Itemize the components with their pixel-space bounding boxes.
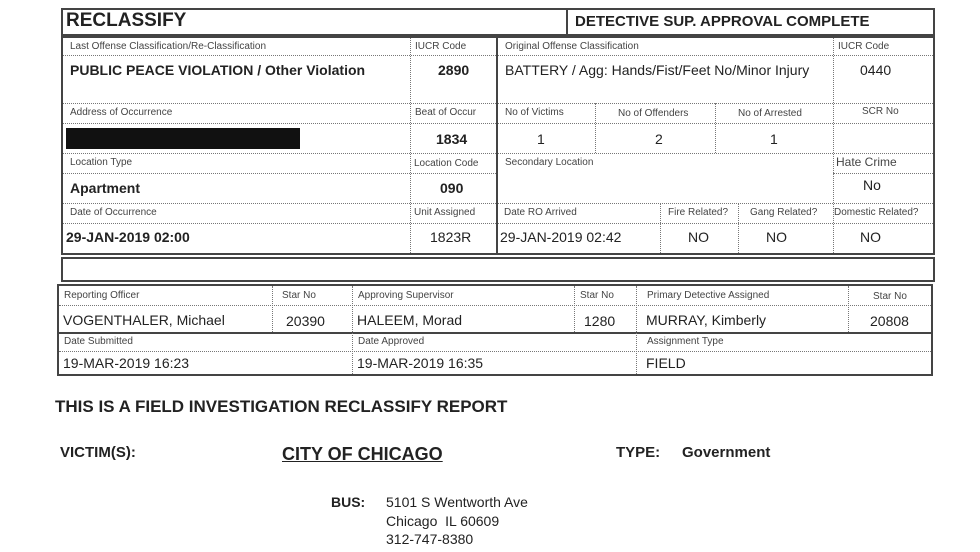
- beat-label: Beat of Occur: [415, 107, 477, 118]
- offenders-count-value: 2: [655, 131, 663, 147]
- redacted-address: [66, 128, 300, 149]
- orig-class-value: BATTERY / Agg: Hands/Fist/Feet No/Minor Injury: [505, 62, 810, 78]
- grid-line: [715, 103, 716, 153]
- hate-crime-label: Hate Crime: [836, 155, 897, 169]
- blank-row: [61, 257, 935, 282]
- occurrence-date-value: 29-JAN-2019 02:00: [66, 229, 190, 245]
- victim-name: CITY OF CHICAGO: [282, 444, 443, 464]
- victim-type-value: Government: [682, 444, 771, 461]
- location-code-label: Location Code: [414, 158, 479, 169]
- grid-line: [63, 173, 496, 174]
- grid-line: [59, 351, 931, 352]
- star1-value: 20390: [286, 313, 325, 329]
- scr-label: SCR No: [862, 106, 899, 117]
- star3-value: 20808: [870, 313, 909, 329]
- grid-line: [63, 203, 496, 204]
- grid-line: [848, 286, 849, 332]
- approving-supervisor-value: HALEEM, Morad: [357, 312, 463, 328]
- unit-assigned-value: 1823R: [430, 229, 472, 245]
- grid-line: [63, 55, 496, 56]
- address-label: Address of Occurrence: [70, 107, 173, 118]
- grid-line: [352, 286, 353, 374]
- offenders-count-label: No of Offenders: [618, 108, 689, 119]
- beat-value: 1834: [436, 131, 468, 147]
- gang-related-value: NO: [766, 229, 787, 245]
- grid-line: [738, 203, 739, 253]
- date-approved-value: 19-MAR-2019 16:35: [357, 355, 484, 371]
- arrested-count-label: No of Arrested: [738, 108, 802, 119]
- victims-count-value: 1: [537, 131, 545, 147]
- primary-detective-value: MURRAY, Kimberly: [646, 312, 767, 328]
- panel-divider: [496, 38, 498, 253]
- victims-count-label: No of Victims: [505, 107, 564, 118]
- location-type-value: Apartment: [70, 180, 141, 196]
- hate-crime-value: No: [863, 177, 881, 193]
- grid-line: [410, 38, 411, 253]
- star2-value: 1280: [584, 313, 616, 329]
- phone-number: 312-747-8380: [386, 531, 474, 547]
- iucr-label: IUCR Code: [415, 41, 467, 52]
- approving-supervisor-label: Approving Supervisor: [358, 290, 454, 301]
- grid-line: [63, 153, 496, 154]
- occurrence-date-label: Date of Occurrence: [70, 207, 157, 218]
- reporting-officer-label: Reporting Officer: [64, 290, 140, 301]
- date-submitted-label: Date Submitted: [64, 336, 133, 347]
- date-approved-label: Date Approved: [358, 336, 425, 347]
- grid-line: [272, 286, 273, 332]
- primary-detective-label: Primary Detective Assigned: [647, 290, 770, 301]
- grid-line: [498, 223, 933, 224]
- star3-label: Star No: [873, 291, 907, 302]
- orig-iucr-label: IUCR Code: [838, 41, 890, 52]
- location-code-value: 090: [440, 180, 464, 196]
- report-heading: THIS IS A FIELD INVESTIGATION RECLASSIFY REPORT: [55, 397, 508, 416]
- orig-iucr-value: 0440: [860, 62, 892, 78]
- grid-line: [498, 55, 933, 56]
- star2-label: Star No: [580, 290, 614, 301]
- grid-line: [63, 223, 496, 224]
- arrested-count-value: 1: [770, 131, 778, 147]
- victims-heading: VICTIM(S):: [60, 444, 136, 461]
- ro-arrived-value: 29-JAN-2019 02:42: [500, 229, 622, 245]
- bus-label: BUS:: [331, 494, 366, 510]
- grid-line: [63, 123, 496, 124]
- grid-line: [833, 38, 834, 253]
- domestic-related-label: Domestic Related?: [834, 207, 919, 218]
- victim-type-label: TYPE:: [616, 444, 661, 461]
- grid-line: [63, 103, 496, 104]
- grid-line: [636, 286, 637, 374]
- approval-status: DETECTIVE SUP. APPROVAL COMPLETE: [575, 13, 870, 30]
- grid-line: [498, 103, 933, 104]
- grid-line: [574, 286, 575, 332]
- address-line-1: 5101 S Wentworth Ave: [386, 494, 528, 510]
- form-title: RECLASSIFY: [66, 10, 187, 31]
- grid-line: [498, 203, 933, 204]
- address-line-2: Chicago IL 60609: [386, 513, 500, 529]
- assignment-type-value: FIELD: [646, 355, 686, 371]
- title-divider: [566, 10, 568, 34]
- domestic-related-value: NO: [860, 229, 881, 245]
- reporting-officer-value: VOGENTHALER, Michael: [63, 312, 225, 328]
- location-type-label: Location Type: [70, 157, 133, 168]
- last-class-label: Last Offense Classification/Re-Classification: [70, 41, 267, 52]
- grid-line: [59, 332, 931, 334]
- date-submitted-value: 19-MAR-2019 16:23: [63, 355, 190, 371]
- star1-label: Star No: [282, 290, 316, 301]
- grid-line: [498, 123, 933, 124]
- iucr-value: 2890: [438, 62, 470, 78]
- fire-related-label: Fire Related?: [668, 207, 729, 218]
- grid-line: [660, 203, 661, 253]
- orig-class-label: Original Offense Classification: [505, 41, 639, 52]
- grid-line: [498, 153, 933, 154]
- fire-related-value: NO: [688, 229, 709, 245]
- ro-arrived-label: Date RO Arrived: [504, 207, 577, 218]
- grid-line: [595, 103, 596, 153]
- gang-related-label: Gang Related?: [750, 207, 818, 218]
- secondary-location-label: Secondary Location: [505, 157, 594, 168]
- unit-assigned-label: Unit Assigned: [414, 207, 476, 218]
- grid-line: [833, 173, 933, 174]
- last-class-value: PUBLIC PEACE VIOLATION / Other Violation: [70, 62, 366, 78]
- assignment-type-label: Assignment Type: [647, 336, 724, 347]
- grid-line: [59, 305, 931, 306]
